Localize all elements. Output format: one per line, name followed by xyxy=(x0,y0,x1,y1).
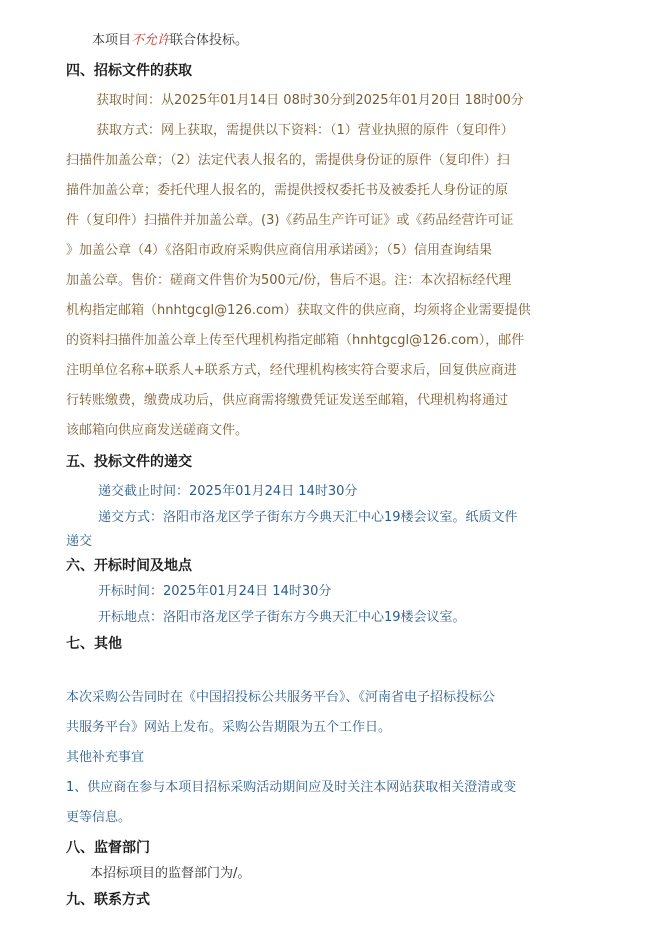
acquire-method-line: 获取方式：网上获取，需提供以下资料：（1）营业执照的原件（复印件） xyxy=(96,123,514,138)
acquire-method-line: 该邮箱向供应商发送磋商文件。 xyxy=(66,423,249,438)
supplement-item-line1: 1、供应商在参与本项目招标采购活动期间应及时关注本网站获取相关澄清或变 xyxy=(66,780,517,795)
publication-notice-line1: 本次采购公告同时在《中国招投标公共服务平台》、《河南省电子招标投标公 xyxy=(66,690,496,705)
acquire-method-line: 》加盖公章（4）《洛阳市政府采购供应商信用承诺函》；（5）信用查询结果 xyxy=(66,243,493,258)
opening-place: 开标地点：洛阳市洛龙区学子街东方今典天汇中心19楼会议室。 xyxy=(98,610,466,625)
section7-heading: 七、其他 xyxy=(66,636,122,652)
section5-heading: 五、投标文件的递交 xyxy=(66,454,192,470)
acquire-method-line: 机构指定邮箱（hnhtgcgl@126.com）获取文件的供应商，均须将企业需要提供 xyxy=(66,303,531,318)
intro-line xyxy=(92,32,248,50)
acquire-time: 获取时间：从2025年01月14日 08时30分到2025年01月20日 18时00分 xyxy=(96,93,524,108)
acquire-method-line: 注明单位名称+联系人+联系方式，经代理机构核实符合要求后，回复供应商进 xyxy=(66,363,517,378)
acquire-method-line: 加盖公章。售价：磋商文件售价为500元/份，售后不退。注：本次招标经代理 xyxy=(66,273,512,288)
submission-method-line2: 递交 xyxy=(66,534,93,549)
submission-method-line1: 递交方式：洛阳市洛龙区学子街东方今典天汇中心19楼会议室。纸质文件 xyxy=(98,510,518,525)
supplement-title: 其他补充事宜 xyxy=(66,750,145,765)
acquire-method-line: 描件加盖公章；委托代理人报名的，需提供授权委托书及被委托人身份证的原 xyxy=(66,183,509,198)
acquire-method-line: 件（复印件）扫描件并加盖公章。(3)《药品生产许可证》或《药品经营许可证 xyxy=(66,213,514,228)
opening-time: 开标时间：2025年01月24日 14时30分 xyxy=(98,584,332,599)
section4-heading: 四、招标文件的获取 xyxy=(66,63,192,79)
intro-suffix: 联合体投标。 xyxy=(170,33,249,48)
acquire-method-line: 的资料扫描件加盖公章上传至代理机构指定邮箱（hnhtgcgl@126.com），邮件 xyxy=(66,333,525,348)
supervision-body: 本招标项目的监督部门为/。 xyxy=(90,866,251,881)
acquire-method-line: 行转账缴费，缴费成功后，供应商需将缴费凭证发送至邮箱，代理机构将通过 xyxy=(66,393,509,408)
publication-notice-line2: 共服务平台》网站上发布。采购公告期限为五个工作日。 xyxy=(66,720,392,735)
section6-heading: 六、开标时间及地点 xyxy=(66,558,192,574)
supplement-item-line2: 更等信息。 xyxy=(66,810,132,825)
section8-heading: 八、监督部门 xyxy=(66,840,150,856)
intro-prefix: 本项目 xyxy=(92,33,132,48)
section9-heading: 九、联系方式 xyxy=(66,892,150,908)
submission-deadline: 递交截止时间：2025年01月24日 14时30分 xyxy=(98,484,358,499)
intro-highlight: 不允许 xyxy=(131,33,171,48)
acquire-method-line: 扫描件加盖公章；（2）法定代表人报名的，需提供身份证的原件（复印件）扫 xyxy=(66,153,510,168)
